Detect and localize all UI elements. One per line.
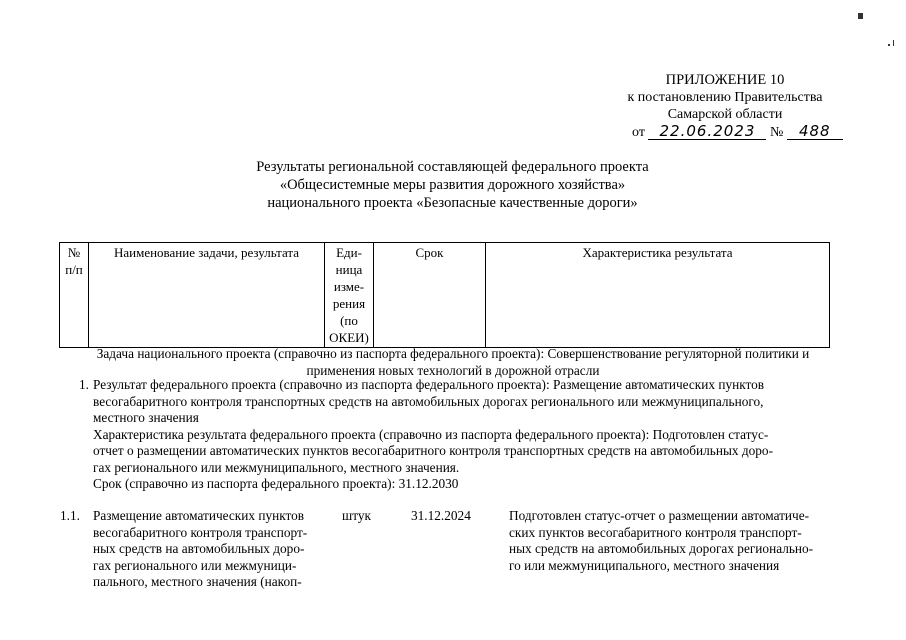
row-name: Размещение автоматических пунктов весогабаритного контроля транспорт- ных средств на автомобильных доро- гах регионального или межмуници- пального, местного значения (накоп- — [93, 508, 308, 589]
result-body — [93, 377, 824, 493]
appendix-line: к постановлению Правительства — [627, 90, 823, 105]
decree-date-number — [632, 124, 843, 141]
result-number: 1. — [79, 377, 89, 392]
appendix-line: Самарской области — [667, 107, 783, 122]
title-line: «Общесистемные меры развития дорожного хозяйства» — [279, 177, 626, 193]
row-date: 31.12.2024 — [411, 508, 471, 523]
result-line: Срок (справочно из паспорта федерального проекта): 31.12.2030 — [93, 476, 459, 491]
title-line: Результаты региональной составляющей федерального проекта — [256, 159, 649, 175]
title-line: национального проекта «Безопасные качественные дороги» — [267, 195, 638, 211]
header-unit: Еди- ница изме- рения (по ОКЕИ) — [325, 243, 374, 348]
result-line: отчет о размещении автоматических пунктов весогабаритного контроля транспортных средств на автомобильных доро- — [93, 443, 773, 458]
handwritten-number: 488 — [787, 124, 843, 140]
handwritten-date: 22.06.2023 — [648, 124, 766, 140]
header-characteristic: Характеристика результата — [486, 243, 830, 348]
scan-speck — [888, 44, 890, 46]
table-header — [59, 242, 830, 348]
national-task — [58, 345, 848, 379]
result-line: весогабаритного контроля транспортных средств на автомобильных дорогах регионального или межмуниципального, — [93, 393, 764, 409]
row-unit: штук — [342, 508, 371, 523]
result-line: Результат федерального проекта (справочно из паспорта федерального проекта): Размещение автоматических пунктов — [93, 377, 765, 392]
row-characteristic: Подготовлен статус-отчет о размещении автоматиче- ских пунктов весогабаритного контроля транспорт- ных средств на автомобильных дорогах регионально- го или межмуниципального, местного значения — [509, 508, 814, 573]
result-line: Характеристика результата федерального проекта (справочно из паспорта федерального проекта): Подготовлен статус- — [93, 426, 769, 442]
scan-speck — [893, 40, 894, 46]
result-line: местного значения — [93, 410, 199, 425]
header-num: № п/п — [60, 243, 89, 348]
date-prefix: от — [632, 125, 645, 140]
result-line: гах регионального или межмуниципального, местного значения. — [93, 459, 460, 475]
number-prefix: № — [769, 125, 784, 140]
task-line: Задача национального проекта (справочно из паспорта федерального проекта): Совершенствование регуляторной политики и — [96, 346, 810, 361]
document-title — [200, 158, 705, 212]
scan-speck — [858, 13, 863, 19]
header-term: Срок — [374, 243, 486, 348]
appendix-title: ПРИЛОЖЕНИЕ 10 — [665, 72, 785, 88]
appendix-block — [600, 72, 850, 123]
federal-result — [79, 377, 824, 493]
row-number: 1.1. — [60, 508, 80, 523]
header-name: Наименование задачи, результата — [89, 243, 325, 348]
task-line: применения новых технологий в дорожной отрасли — [306, 363, 600, 378]
